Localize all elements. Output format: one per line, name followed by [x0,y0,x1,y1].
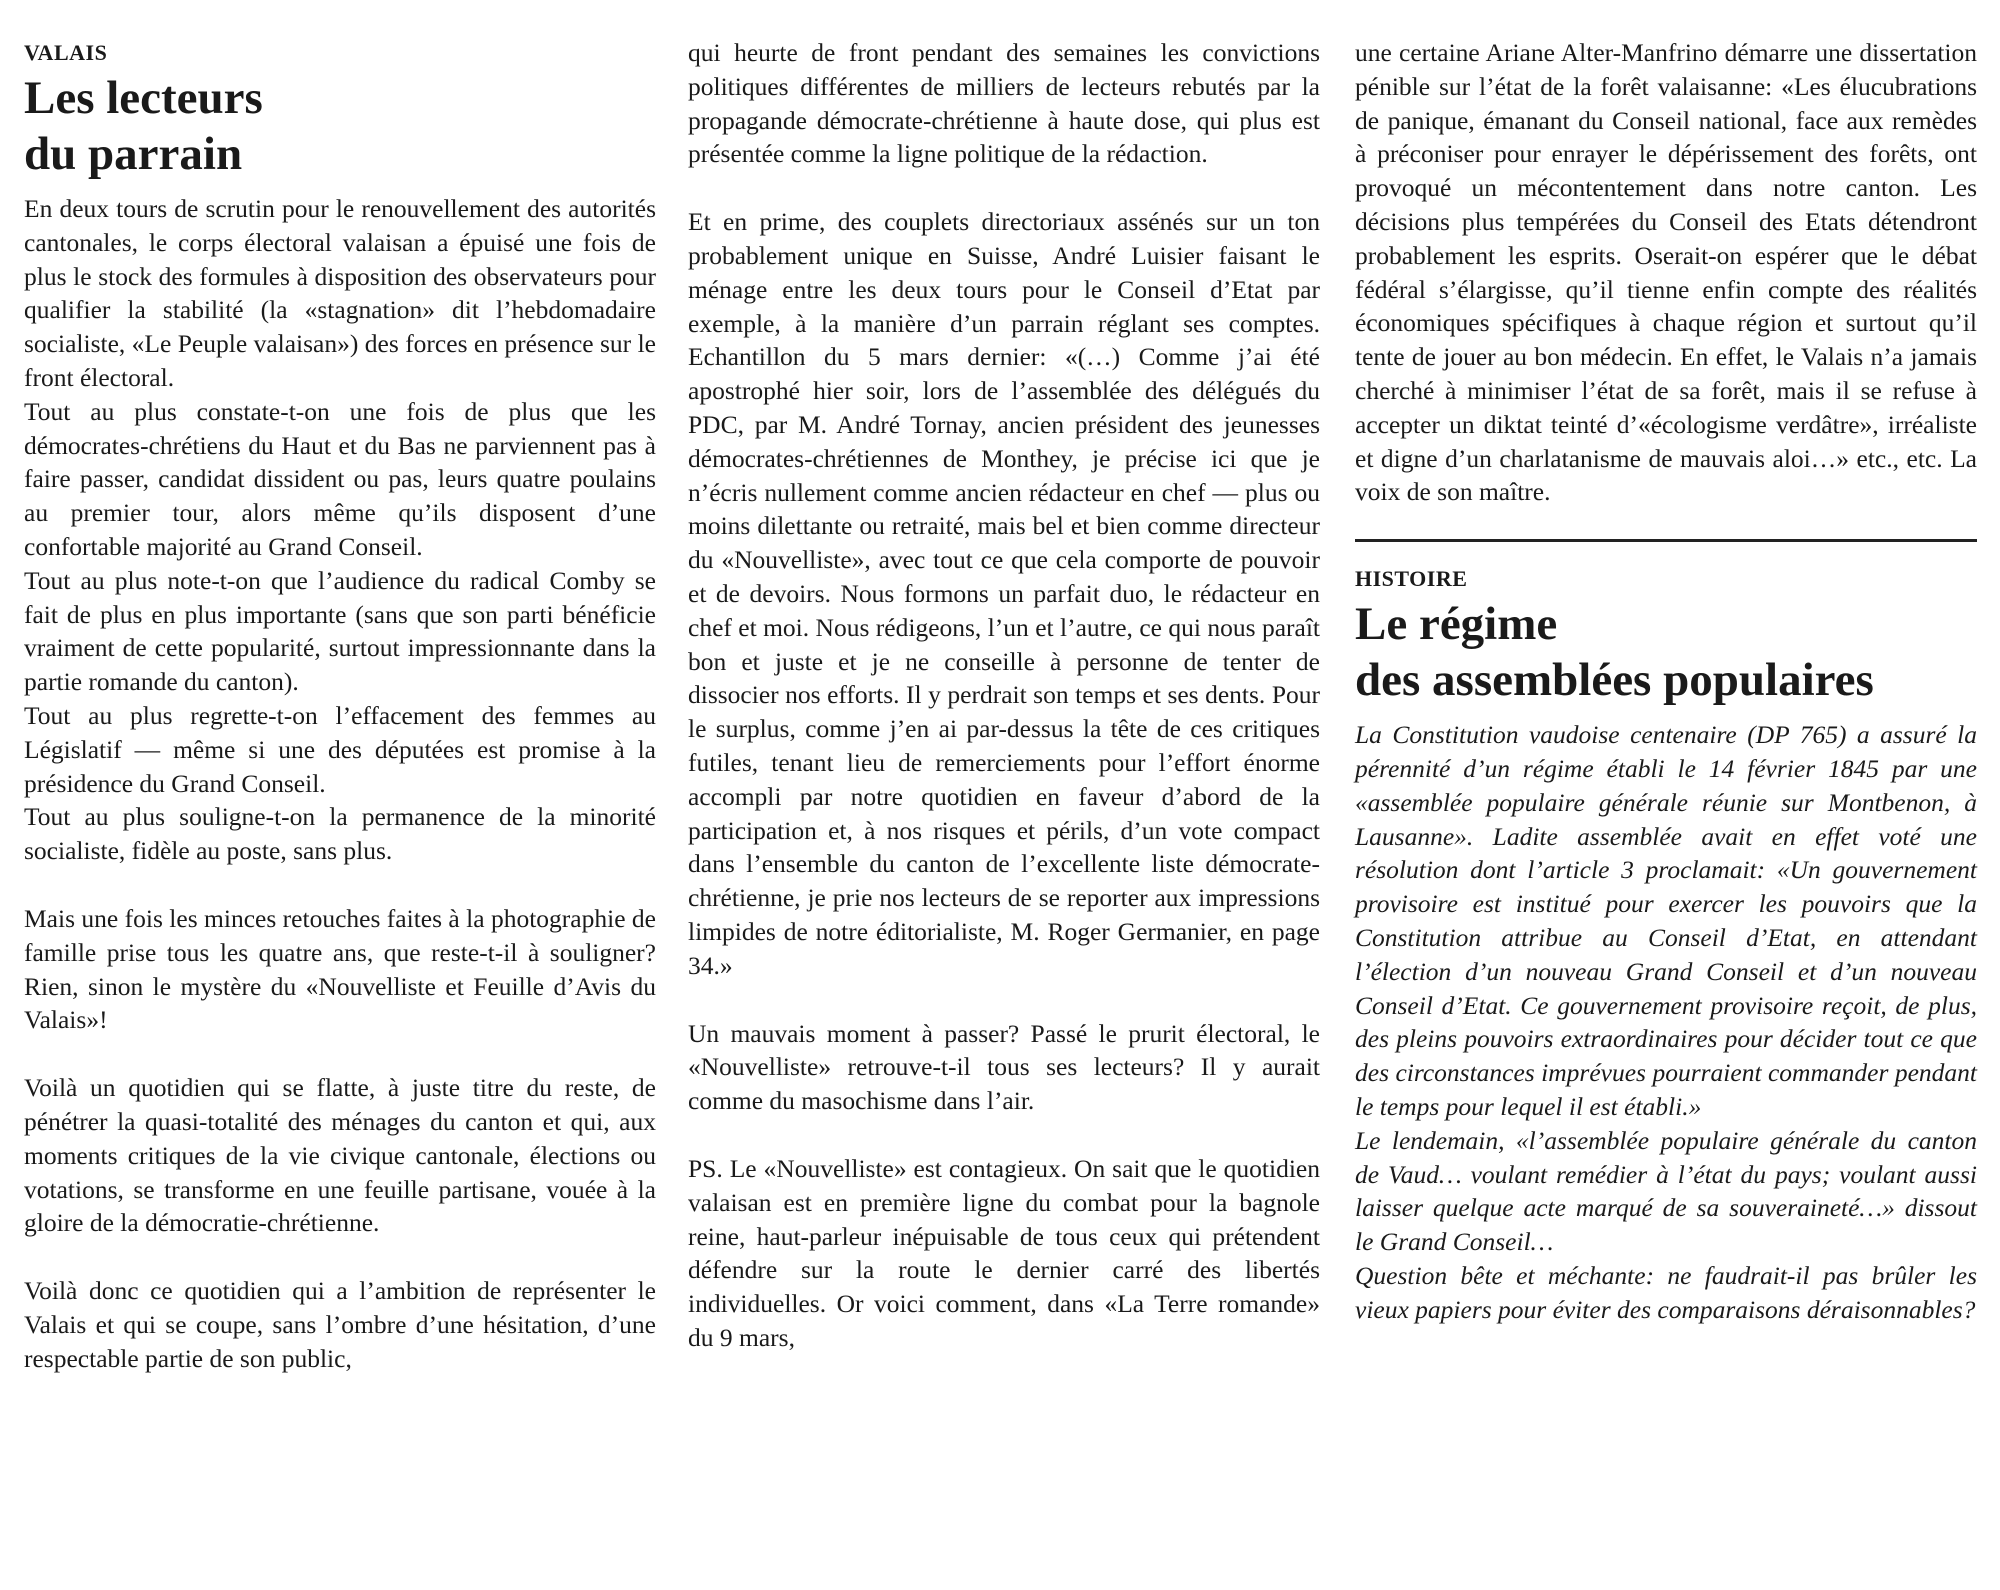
article1-paragraph: Tout au plus constate-t-on une fois de plus que les démocrates-chrétiens du Haut et du Bas ne parviennent pas à faire passer, candidat dissident ou pas, leurs quatre poulains au premier tour, alors même qu’ils disposent d’une confortable majorité au Grand Conseil. [24,396,656,561]
article2-title-line1: Le régime [1355,598,1558,651]
article1-paragraph: PS. Le «Nouvelliste» est contagieux. On sait que le quotidien valaisan est en première ligne du combat pour la bagnole reine, haut-parleur inépuisable de tous ceux qui prétendent défendre sur la route le dernier carré des libertés individuelles. Or voici comment, dans «La Terre romande» du 9 mars, [688,1153,1320,1352]
article1-paragraph: une certaine Ariane Alter-Manfrino démarre une dissertation pénible sur l’état de la forêt valaisanne: «Les élucubrations de panique, émanant du Conseil national, face aux remèdes à préconiser pour enrayer le dépérissement des forêts, ont provoqué un mécontentement dans notre canton. Les décisions plus tempérées du Conseil des Etats détendront probablement les esprits. Oserait-on espérer que le débat fédéral s’élargisse, qu’il tienne enfin compte des réalités économiques spécifiques à chaque région et surtout qu’il tente de jouer au bon médecin. En effet, le Valais n’a jamais cherché à minimiser l’état de sa forêt, mais il se refuse à accepter un diktat teinté d’«écologisme verdâtre», irréaliste et digne d’un charlatanisme de mauvais aloi…» etc., etc. La voix de son maître. [1355,38,1977,507]
article2-title-line2: des assemblées populaires [1355,654,1874,707]
column-1 [24,36,656,1376]
article1-title-line2: du parrain [24,128,243,180]
section-divider [1355,539,1977,542]
article1-paragraph: En deux tours de scrutin pour le renouvellement des autorités cantonales, le corps électoral valaisan a épuisé une fois de plus le stock des formules à disposition des observateurs pour qualifier la stabilité (la «stagnation» dit l’hebdomadaire socialiste, «Le Peuple valaisan») des forces en présence sur le front électoral. [24,194,656,392]
article1-paragraph: Voilà un quotidien qui se flatte, à juste titre du reste, de pénétrer la quasi-totalité des ménages du canton et qui, aux moments critiques de la vie civique cantonale, élections ou votations, se transforme en une feuille partisane, vouée à la gloire de la démocratie-chrétienne. [24,1073,656,1238]
article2-kicker: HISTOIRE [1355,566,1468,592]
article1-paragraph: Et en prime, des couplets directoriaux assénés sur un ton probablement unique en Suisse, André Luisier faisant le ménage entre les deux tours pour le Conseil d’Etat par exemple, à la manière d’un parrain réglant ses comptes. Echantillon du 5 mars dernier: «(…) Comme j’ai été apostrophé hier soir, lors de l’assemblée des délégués du PDC, par M. André Tornay, ancien président des jeunesses démocrates-chrétiennes de Monthey, je précise ici que je n’écris nullement comme ancien rédacteur en chef — plus ou moins dilettante ou retraité, mais bel et bien comme directeur du «Nouvelliste», avec tout ce que cela comporte de pouvoir et de devoirs. Nous formons un parfait duo, le rédacteur en chef et moi. Nous rédigeons, l’un et l’autre, ce qui nous paraît bon et juste et je ne conseille à personne de tenter de dissocier nos efforts. Il y perdrait son temps et ses dents. Pour le surplus, comme j’en ai par-dessus la tête de ces critiques futiles, tenant lieu de remerciements pour l’effort énorme accompli par notre quotidien en faveur d’abord de la participation et, à nos risques et périls, d’un vote compact dans l’ensemble du canton de l’excellente liste démocrate-chrétienne, je prie nos lecteurs de se reporter aux impressions limpides de notre éditorialiste, M. Roger Germanier, en page 34.» [688,207,1320,980]
column-2 [688,36,1320,1355]
article1-paragraph: Mais une fois les minces retouches faites à la photographie de famille prise tous les quatre ans, que reste-t-il à souligner? Rien, sinon le mystère du «Nouvelliste et Feuille d’Avis du Valais»! [24,903,656,1035]
article1-paragraph: Tout au plus souligne-t-on la permanence de la minorité socialiste, fidèle au poste, sans plus. [24,802,656,866]
article2-paragraph: Question bête et méchante: ne faudrait-il pas brûler les vieux papiers pour éviter des comparaisons déraisonnables? [1355,1260,1977,1324]
article1-title [24,70,656,182]
article1-paragraph: Un mauvais moment à passer? Passé le prurit électoral, le «Nouvelliste» retrouve-t-il tous ses lecteurs? Il y aurait comme du masochisme dans l’air. [688,1018,1320,1116]
article1-paragraph: Voilà donc ce quotidien qui a l’ambition de représenter le Valais et qui se coupe, sans l’ombre d’une hésitation, d’une respectable partie de son public, [24,1276,656,1373]
article2-title [1355,596,1977,708]
article2-paragraph: La Constitution vaudoise centenaire (DP 765) a assuré la pérennité d’un régime établi le 14 février 1845 par une «assemblée populaire générale réunie sur Montbenon, à Lausanne». Ladite assemblée avait en effet voté une résolution dont l’article 3 proclamait: «Un gouvernement provisoire est institué pour exercer les pouvoirs que la Constitution attribue au Conseil d’Etat, en attendant l’élection d’un nouveau Grand Conseil et d’un nouveau Conseil d’Etat. Ce gouvernement provisoire reçoit, de plus, des pleins pouvoirs extraordinaires pour décider tout ce que des circonstances imprévues pourraient commander pendant le temps pour lequel il est établi.» [1355,720,1977,1121]
article1-title-line1: Les lecteurs [24,72,263,124]
column-3 [1355,36,1977,1327]
article1-kicker: VALAIS [24,40,108,65]
article1-paragraph: Tout au plus note-t-on que l’audience du radical Comby se fait de plus en plus importante (sans que son parti bénéficie vraiment de cette popularité, surtout impressionnante dans la partie romande du canton). [24,565,656,697]
article1-paragraph: qui heurte de front pendant des semaines les convictions politiques différentes de milliers de lecteurs rebutés par la propagande démocrate-chrétienne à haute dose, qui plus est présentée comme la ligne politique de la rédaction. [688,38,1320,169]
article1-paragraph: Tout au plus regrette-t-on l’effacement des femmes au Législatif — même si une des députées est promise à la présidence du Grand Conseil. [24,700,656,798]
article2-paragraph: Le lendemain, «l’assemblée populaire générale du canton de Vaud… voulant remédier à l’état du pays; voulant aussi laisser quelque acte marqué de sa souveraineté…» dissout le Grand Conseil… [1355,1125,1977,1257]
